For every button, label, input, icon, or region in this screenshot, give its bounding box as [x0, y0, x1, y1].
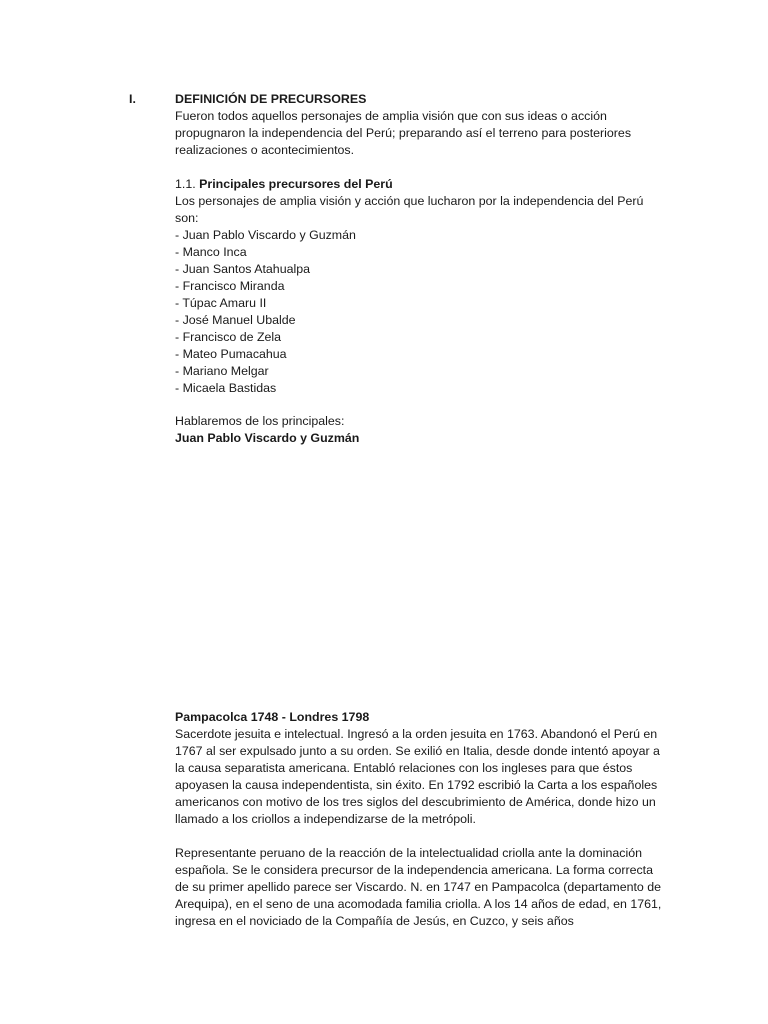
subsection-heading — [175, 176, 665, 193]
subsection-number: 1.1. — [175, 177, 200, 191]
section-definicion — [175, 91, 665, 159]
bio-section — [175, 709, 665, 828]
list-item: - José Manuel Ubalde — [175, 313, 296, 327]
subsection-intro-paragraph: Los personajes de amplia visión y acción que lucharon por la independencia del Perú son: — [175, 194, 644, 225]
list-item: - Túpac Amaru II — [175, 296, 267, 310]
list-item: - Micaela Bastidas — [175, 381, 277, 395]
principals-intro: Hablaremos de los principales: — [175, 414, 345, 428]
list-item: - Mariano Melgar — [175, 364, 269, 378]
bio-dates-heading: Pampacolca 1748 - Londres 1798 — [175, 710, 370, 724]
principals-section — [175, 413, 665, 447]
precursors-list — [175, 227, 665, 397]
list-item: - Juan Santos Atahualpa — [175, 262, 311, 276]
list-item: - Manco Inca — [175, 245, 247, 259]
section-intro-paragraph: Fueron todos aquellos personajes de amplia visión que con sus ideas o acción propugnaron la independencia del Perú; preparando así el terreno para posteriores realizaciones o acontecimientos. — [175, 109, 632, 157]
section-numeral: I. — [129, 92, 136, 106]
bio-paragraph-1: Sacerdote jesuita e intelectual. Ingresó a la orden jesuita en 1763. Abandonó el Perú en 1767 al ser expulsado junto a su orden. Se exilió en Italia, desde donde intentó apoyar a la causa separatista americana. Entabló relaciones con los ingleses para que éstos apoyasen la causa independentista, sin éxito. En 1792 escribió la Carta a los españoles americanos con motivo de los tres siglos del descubrimiento de América, donde hizo un llamado a los criollos a independizarse de la metrópoli. — [175, 727, 660, 826]
bio-section-continued — [175, 845, 665, 930]
list-item: - Mateo Pumacahua — [175, 347, 287, 361]
list-item: - Juan Pablo Viscardo y Guzmán — [175, 228, 356, 242]
subsection-title: Principales precursores del Perú — [199, 177, 393, 191]
principal-name-heading: Juan Pablo Viscardo y Guzmán — [175, 431, 360, 445]
subsection-precursores — [175, 176, 665, 397]
section-heading: DEFINICIÓN DE PRECURSORES — [175, 92, 367, 106]
list-item: - Francisco de Zela — [175, 330, 282, 344]
list-item: - Francisco Miranda — [175, 279, 285, 293]
bio-paragraph-2: Representante peruano de la reacción de la intelectualidad criolla ante la dominación española. Se le considera precursor de la independencia americana. La forma correcta de su primer apellido parece ser Viscardo. N. en 1747 en Pampacolca (departamento de Arequipa), en el seno de una acomodada familia criolla. A los 14 años de edad, en 1761, ingresa en el noviciado de la Compañía de Jesús, en Cuzco, y seis años — [175, 846, 662, 928]
